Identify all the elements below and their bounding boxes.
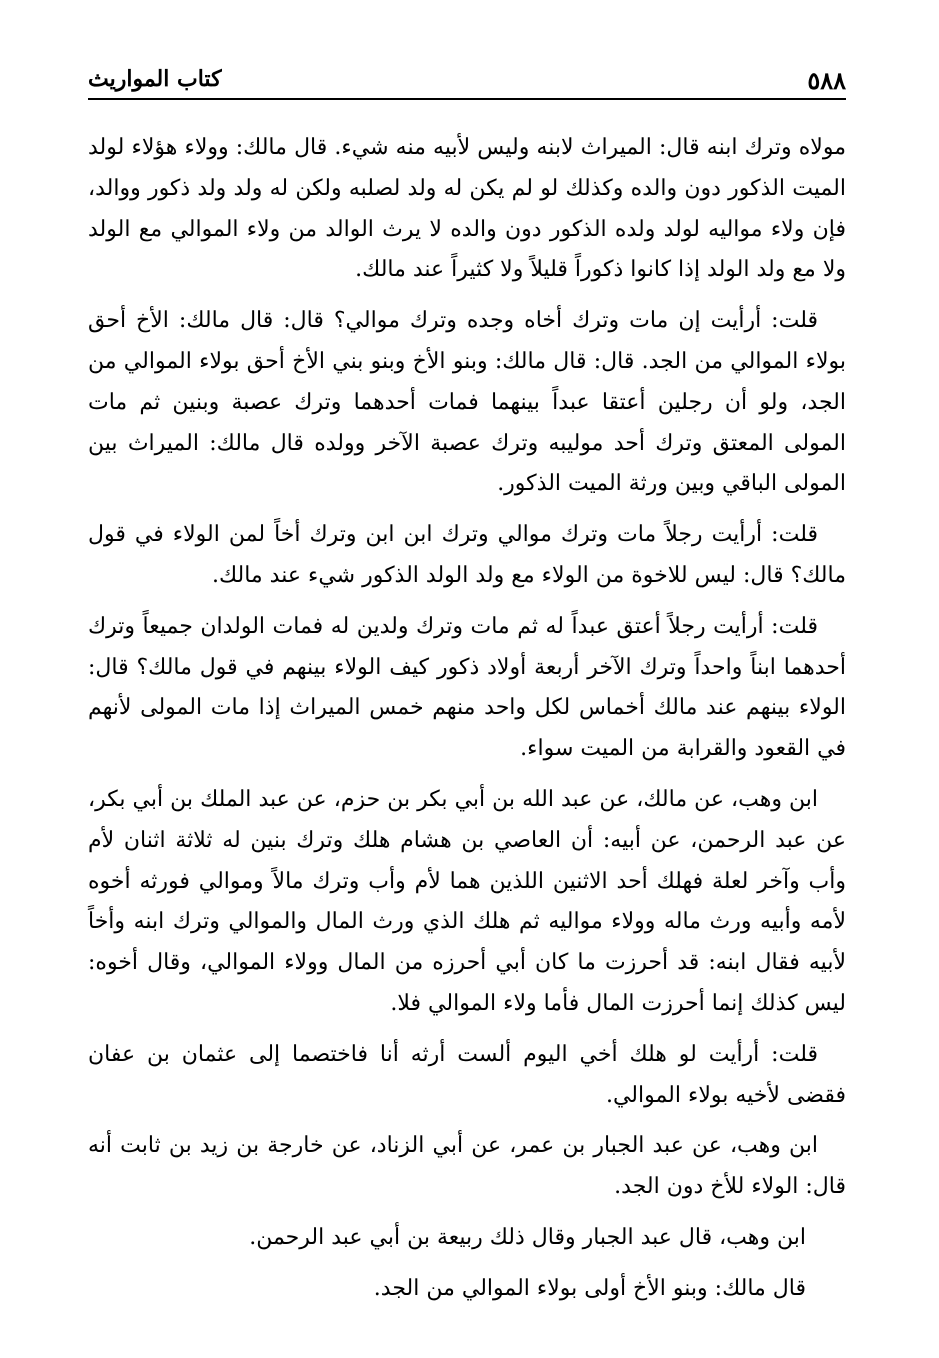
paragraph-4: قلت: أرأيت رجلاً أعتق عبداً له ثم مات وترك ولدين له فمات الولدان جميعاً وترك أحدهما ابناً واحداً وترك الآخر أربعة أولاد ذكور كيف الولاء بينهم في قول مالك؟ قال: الولاء بينهم عند مالك أخماس لكل واحد منهم خمس الميراث إذا مات المولى لأنهم في القعود والقرابة من الميت سواء. bbox=[88, 613, 846, 762]
paragraph-3: قلت: أرأيت رجلاً مات وترك موالي وترك ابن ابن وترك أخاً لمن الولاء في قول مالك؟ قال: ليس للاخوة من الولاء مع ولد الولد الذكور شيء عند مالك. bbox=[88, 522, 846, 588]
paragraph-8: ابن وهب، قال عبد الجبار وقال ذلك ربيعة بن أبي عبد الرحمن. bbox=[249, 1224, 806, 1250]
book-title: كتاب المواريث bbox=[88, 66, 222, 92]
page-header bbox=[88, 58, 846, 100]
paragraph-9: قال مالك: وبنو الأخ أولى بولاء الموالي من الجد. bbox=[373, 1275, 806, 1301]
paragraph-5: ابن وهب، عن مالك، عن عبد الله بن أبي بكر بن حزم، عن عبد الملك بن أبي بكر، عن عبد الرحمن، عن أبيه: أن العاصي بن هشام هلك وترك بنين له ثلاثة اثنان لأم وأب وآخر لعلة فهلك أحد الاثنين اللذين هما لأم وأب وترك مالاً وموالي فورثه أخوه لأمه وأبيه ورث ماله وولاء مواليه ثم هلك الذي ورث المال والموالي وترك ابنه وأخاً لأبيه فقال ابنه: قد أحرزت ما كان أبي أحرزه من المال وولاء الموالي، وقال أخوه: ليس كذلك إنما أحرزت المال فأما ولاء الموالي فلا. bbox=[88, 786, 846, 1016]
paragraph-6: قلت: أرأيت لو هلك أخي اليوم ألست أرثه أنا فاختصما إلى عثمان بن عفان فقضى لأخيه بولاء الموالي. bbox=[88, 1041, 846, 1108]
document-body bbox=[88, 128, 846, 1328]
paragraph-2: قلت: أرأيت إن مات وترك أخاه وجده وترك موالي؟ قال: قال مالك: الأخ أحق بولاء الموالي من الجد. قال: قال مالك: وبنو الأخ وبنو بني الأخ أحق بولاء الموالي من الجد، ولو أن رجلين أعتقا عبداً بينهما فمات أحدهما وترك عصبة وبنين ثم مات المولى المعتق وترك أحد موليبه وترك عصبة الآخر وولده قال مالك: الميراث بين المولى الباقي وبين ورثة الميت الذكور. bbox=[88, 308, 846, 497]
paragraph-1: مولاه وترك ابنه قال: الميراث لابنه وليس لأبيه منه شيء. قال مالك: وولاء هؤلاء لولد الميت الذكور دون والده وكذلك لو لم يكن له ولد لصلبه ولكن له ولد ولد ذكور ووالد، فإن ولاء مواليه لولد ولده الذكور دون والده لا يرث الوالد من ولاء الموالي مع الولد ولا مع ولد الولد إذا كانوا ذكوراً قليلاً ولا كثيراً عند مالك. bbox=[88, 135, 846, 283]
page-number: ٥٨٨ bbox=[807, 66, 846, 95]
paragraph-7: ابن وهب، عن عبد الجبار بن عمر، عن أبي الزناد، عن خارجة بن زيد بن ثابت أنه قال: الولاء للأخ دون الجد. bbox=[88, 1133, 846, 1200]
